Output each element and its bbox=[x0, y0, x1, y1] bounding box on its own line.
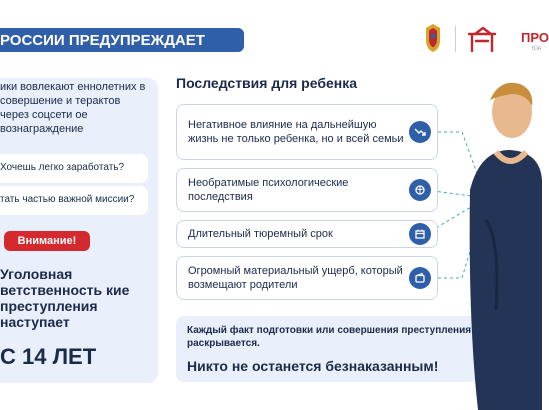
consequence-text: Длительный тюремный срок bbox=[188, 228, 333, 240]
intro-text: ики вовлекают еннолетних в совершение и терактов через соцсети ое вознаграждение bbox=[0, 81, 146, 135]
question-text: Хочешь легко заработать? bbox=[0, 162, 125, 173]
slogan-text: Никто не останется безнаказанным! bbox=[187, 358, 439, 374]
consequence-text: Негативное влияние на дальнейшую жизнь не только ребенка, но и всей семьи bbox=[188, 119, 404, 145]
notice-text: Каждый факт подготовки или совершения преступления раскрывается. bbox=[187, 325, 472, 349]
brain-icon bbox=[409, 179, 431, 201]
question-text: тать частью важной миссии? bbox=[0, 194, 135, 205]
trend-down-icon bbox=[409, 121, 431, 143]
consequence-card bbox=[176, 104, 438, 160]
consequence-card bbox=[176, 220, 438, 248]
warning-badge: Внимание! bbox=[4, 231, 90, 251]
responsibility-text: Уголовная ветственность кие преступления наступает bbox=[0, 266, 130, 330]
consequence-card bbox=[176, 168, 438, 212]
brand-subtext: Юн bbox=[532, 46, 542, 52]
consequence-card bbox=[176, 256, 438, 300]
wallet-icon bbox=[409, 267, 431, 289]
consequences-heading: Последствия для ребенка bbox=[176, 75, 358, 91]
consequence-text: Огромный материальный ущерб, который возмещают родители bbox=[188, 265, 403, 291]
notice-panel bbox=[176, 316, 486, 382]
page-title: РОССИИ ПРЕДУПРЕЖДАЕТ bbox=[0, 32, 205, 49]
calendar-icon bbox=[409, 223, 431, 245]
age-text: С 14 ЛЕТ bbox=[0, 344, 97, 369]
teen-photo bbox=[460, 70, 542, 410]
brand-text: ПРО bbox=[521, 30, 549, 45]
consequence-text: Необратимые психологические последствия bbox=[188, 177, 349, 203]
